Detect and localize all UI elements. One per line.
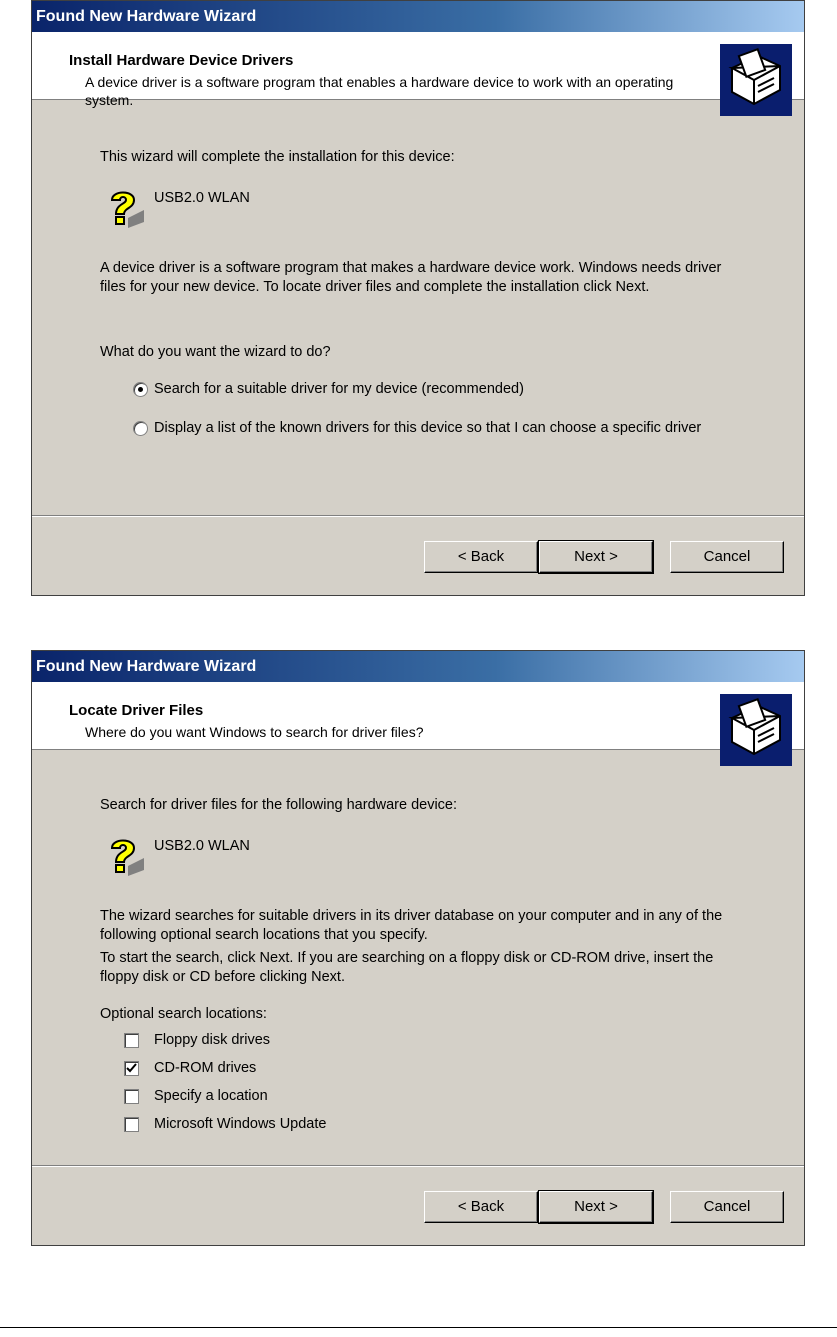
hardware-wizard-icon — [718, 692, 794, 768]
intro-text: Search for driver files for the following hardware device: — [100, 797, 458, 813]
header-title: Install Hardware Device Drivers — [69, 52, 294, 69]
checkbox-specify-location-label[interactable]: Specify a location — [154, 1088, 268, 1104]
wizard-header — [32, 32, 804, 108]
checkbox-windows-update[interactable] — [124, 1117, 139, 1132]
checkbox-cdrom-label[interactable]: CD-ROM drives — [154, 1060, 257, 1076]
description-text: A device driver is a software program that makes a hardware device work. Windows needs driver files for your new device. To locate driver files and complete the installation click Next. — [100, 260, 722, 295]
radio-search-driver[interactable] — [133, 382, 148, 397]
checkbox-floppy[interactable] — [124, 1033, 139, 1048]
locations-label: Optional search locations: — [100, 1006, 267, 1022]
unknown-device-icon — [104, 836, 146, 878]
header-title: Locate Driver Files — [69, 702, 204, 719]
cancel-button[interactable]: Cancel — [670, 541, 784, 573]
back-button[interactable]: < Back — [424, 541, 538, 573]
wizard-footer — [32, 1165, 804, 1245]
device-name: USB2.0 WLAN — [154, 190, 250, 206]
radio-display-list-label[interactable]: Display a list of the known drivers for this device so that I can choose a specific driver — [154, 420, 702, 436]
check-mark-icon — [126, 1063, 137, 1074]
description-text-2: To start the search, click Next. If you are searching on a floppy disk or CD-ROM drive, insert the floppy disk or CD before clicking Next. — [100, 950, 714, 985]
wizard-header — [32, 682, 804, 750]
hardware-wizard-icon — [718, 42, 794, 118]
device-name: USB2.0 WLAN — [154, 838, 250, 854]
unknown-device-icon — [104, 188, 146, 230]
cancel-button[interactable]: Cancel — [670, 1191, 784, 1223]
header-subtitle: Where do you want Windows to search for driver files? — [85, 724, 424, 740]
radio-search-driver-label[interactable]: Search for a suitable driver for my device (recommended) — [154, 381, 524, 397]
page-divider — [0, 1327, 837, 1328]
question-text: What do you want the wizard to do? — [100, 344, 331, 360]
description-text-1: The wizard searches for suitable drivers in its driver database on your computer and in any of the following optional search locations that you specify. — [100, 908, 723, 943]
next-button[interactable]: Next > — [539, 1191, 653, 1223]
back-button[interactable]: < Back — [424, 1191, 538, 1223]
checkbox-cdrom[interactable] — [124, 1061, 139, 1076]
checkbox-specify-location[interactable] — [124, 1089, 139, 1104]
title-bar[interactable]: Found New Hardware Wizard — [32, 1, 804, 32]
checkbox-windows-update-label[interactable]: Microsoft Windows Update — [154, 1116, 327, 1132]
install-drivers-dialog — [31, 0, 805, 596]
intro-text: This wizard will complete the installation for this device: — [100, 149, 455, 165]
checkbox-floppy-label[interactable]: Floppy disk drives — [154, 1032, 271, 1048]
locate-driver-files-dialog — [31, 650, 805, 1246]
header-subtitle: A device driver is a software program that enables a hardware device to work with an operating system. — [85, 74, 674, 108]
title-bar[interactable]: Found New Hardware Wizard — [32, 651, 804, 682]
radio-display-list[interactable] — [133, 421, 148, 436]
next-button[interactable]: Next > — [539, 541, 653, 573]
wizard-footer — [32, 515, 804, 595]
